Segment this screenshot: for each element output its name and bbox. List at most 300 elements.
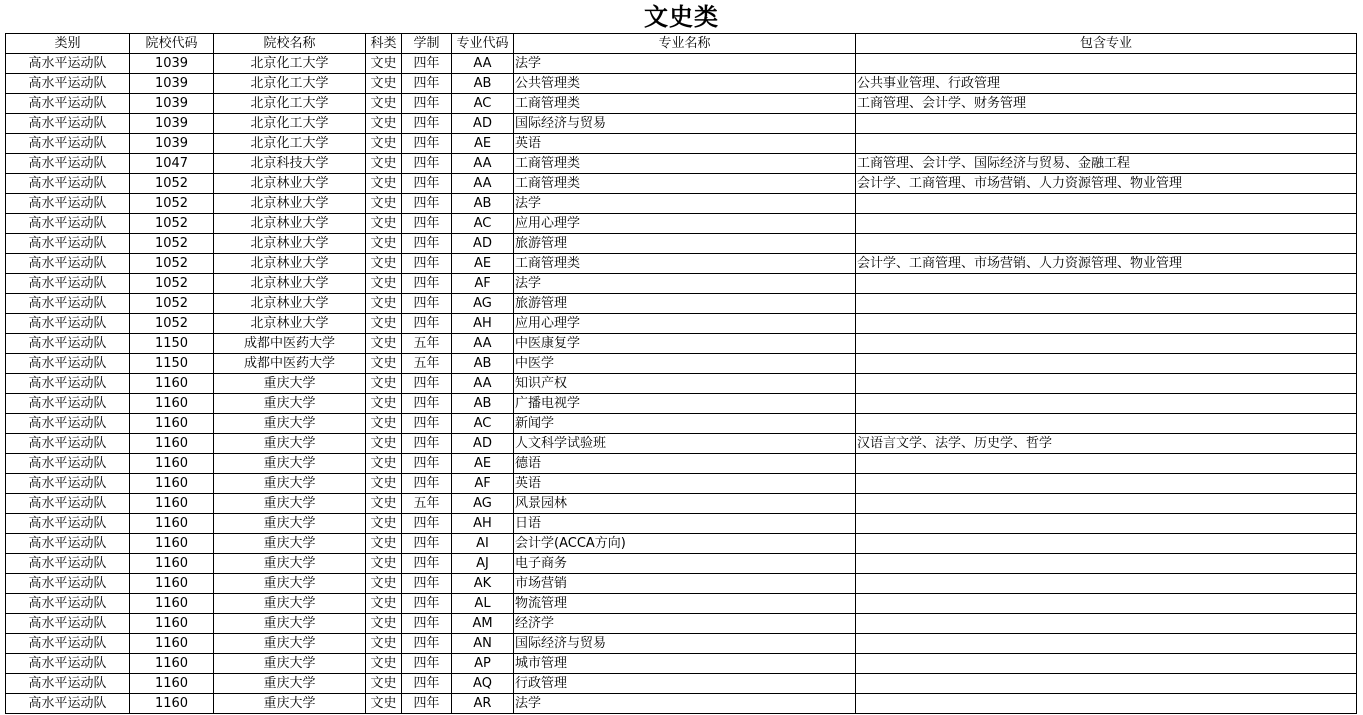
cell-included-majors <box>856 394 1357 414</box>
cell-duration: 四年 <box>402 634 452 654</box>
cell-category: 高水平运动队 <box>6 174 130 194</box>
cell-subject-type: 文史 <box>366 174 402 194</box>
column-header-major-code: 专业代码 <box>452 34 514 54</box>
cell-category: 高水平运动队 <box>6 334 130 354</box>
cell-subject-type: 文史 <box>366 494 402 514</box>
cell-major-name: 工商管理类 <box>514 94 856 114</box>
column-header-category: 类别 <box>6 34 130 54</box>
cell-school-code: 1160 <box>130 374 214 394</box>
cell-school-name: 北京化工大学 <box>214 74 366 94</box>
cell-category: 高水平运动队 <box>6 74 130 94</box>
cell-major-name: 中医康复学 <box>514 334 856 354</box>
column-header-major-name: 专业名称 <box>514 34 856 54</box>
cell-major-name: 旅游管理 <box>514 294 856 314</box>
cell-duration: 四年 <box>402 254 452 274</box>
cell-duration: 四年 <box>402 574 452 594</box>
cell-school-code: 1160 <box>130 594 214 614</box>
cell-duration: 四年 <box>402 474 452 494</box>
column-header-subject-type: 科类 <box>366 34 402 54</box>
cell-duration: 四年 <box>402 234 452 254</box>
cell-category: 高水平运动队 <box>6 574 130 594</box>
cell-school-name: 重庆大学 <box>214 594 366 614</box>
cell-category: 高水平运动队 <box>6 154 130 174</box>
cell-subject-type: 文史 <box>366 514 402 534</box>
cell-subject-type: 文史 <box>366 274 402 294</box>
table-row <box>6 674 1357 694</box>
cell-school-code: 1160 <box>130 414 214 434</box>
cell-major-name: 会计学(ACCA方向) <box>514 534 856 554</box>
cell-major-name: 经济学 <box>514 614 856 634</box>
cell-major-name: 应用心理学 <box>514 314 856 334</box>
cell-major-code: AM <box>452 614 514 634</box>
cell-school-code: 1047 <box>130 154 214 174</box>
cell-subject-type: 文史 <box>366 434 402 454</box>
cell-included-majors <box>856 694 1357 714</box>
cell-major-code: AA <box>452 334 514 354</box>
cell-duration: 四年 <box>402 314 452 334</box>
cell-category: 高水平运动队 <box>6 674 130 694</box>
cell-subject-type: 文史 <box>366 154 402 174</box>
cell-major-code: AG <box>452 494 514 514</box>
cell-subject-type: 文史 <box>366 654 402 674</box>
cell-major-code: AA <box>452 54 514 74</box>
cell-school-name: 北京林业大学 <box>214 234 366 254</box>
cell-major-code: AE <box>452 254 514 274</box>
cell-category: 高水平运动队 <box>6 514 130 534</box>
cell-school-name: 重庆大学 <box>214 574 366 594</box>
cell-included-majors <box>856 374 1357 394</box>
cell-category: 高水平运动队 <box>6 374 130 394</box>
cell-included-majors <box>856 314 1357 334</box>
table-row <box>6 514 1357 534</box>
cell-duration: 四年 <box>402 294 452 314</box>
cell-duration: 四年 <box>402 94 452 114</box>
cell-subject-type: 文史 <box>366 574 402 594</box>
cell-major-code: AE <box>452 454 514 474</box>
cell-duration: 四年 <box>402 454 452 474</box>
table-row <box>6 54 1357 74</box>
cell-included-majors <box>856 574 1357 594</box>
cell-category: 高水平运动队 <box>6 394 130 414</box>
cell-major-name: 德语 <box>514 454 856 474</box>
cell-school-name: 北京林业大学 <box>214 194 366 214</box>
cell-school-code: 1160 <box>130 434 214 454</box>
cell-major-name: 新闻学 <box>514 414 856 434</box>
cell-duration: 四年 <box>402 214 452 234</box>
cell-subject-type: 文史 <box>366 94 402 114</box>
cell-category: 高水平运动队 <box>6 234 130 254</box>
cell-category: 高水平运动队 <box>6 54 130 74</box>
header-row <box>6 34 1357 54</box>
cell-major-code: AD <box>452 234 514 254</box>
cell-subject-type: 文史 <box>366 314 402 334</box>
table-row <box>6 134 1357 154</box>
cell-major-code: AH <box>452 314 514 334</box>
cell-school-name: 北京林业大学 <box>214 214 366 234</box>
cell-subject-type: 文史 <box>366 674 402 694</box>
cell-category: 高水平运动队 <box>6 214 130 234</box>
cell-school-code: 1160 <box>130 394 214 414</box>
cell-included-majors <box>856 554 1357 574</box>
cell-major-code: AB <box>452 74 514 94</box>
table-row <box>6 474 1357 494</box>
cell-category: 高水平运动队 <box>6 454 130 474</box>
cell-major-name: 旅游管理 <box>514 234 856 254</box>
cell-included-majors <box>856 214 1357 234</box>
cell-major-code: AG <box>452 294 514 314</box>
cell-school-name: 重庆大学 <box>214 634 366 654</box>
cell-school-code: 1039 <box>130 54 214 74</box>
table-row <box>6 154 1357 174</box>
cell-school-name: 北京林业大学 <box>214 254 366 274</box>
cell-school-name: 重庆大学 <box>214 534 366 554</box>
cell-major-name: 法学 <box>514 194 856 214</box>
table-row <box>6 214 1357 234</box>
cell-subject-type: 文史 <box>366 534 402 554</box>
cell-school-code: 1052 <box>130 294 214 314</box>
cell-school-code: 1039 <box>130 114 214 134</box>
cell-school-code: 1052 <box>130 194 214 214</box>
cell-subject-type: 文史 <box>366 394 402 414</box>
cell-major-name: 人文科学试验班 <box>514 434 856 454</box>
cell-included-majors <box>856 654 1357 674</box>
table-row <box>6 454 1357 474</box>
cell-school-name: 北京化工大学 <box>214 94 366 114</box>
table-row <box>6 194 1357 214</box>
cell-major-name: 市场营销 <box>514 574 856 594</box>
cell-duration: 五年 <box>402 354 452 374</box>
cell-category: 高水平运动队 <box>6 634 130 654</box>
cell-included-majors: 工商管理、会计学、国际经济与贸易、金融工程 <box>856 154 1357 174</box>
cell-subject-type: 文史 <box>366 554 402 574</box>
cell-category: 高水平运动队 <box>6 614 130 634</box>
table-row <box>6 634 1357 654</box>
cell-school-code: 1160 <box>130 634 214 654</box>
cell-category: 高水平运动队 <box>6 434 130 454</box>
table-row <box>6 294 1357 314</box>
cell-school-code: 1150 <box>130 334 214 354</box>
cell-duration: 四年 <box>402 114 452 134</box>
cell-school-name: 重庆大学 <box>214 454 366 474</box>
cell-category: 高水平运动队 <box>6 194 130 214</box>
cell-major-code: AB <box>452 194 514 214</box>
cell-major-name: 城市管理 <box>514 654 856 674</box>
table-row <box>6 614 1357 634</box>
cell-major-code: AI <box>452 534 514 554</box>
cell-school-code: 1160 <box>130 614 214 634</box>
cell-major-name: 国际经济与贸易 <box>514 114 856 134</box>
cell-school-name: 重庆大学 <box>214 674 366 694</box>
cell-subject-type: 文史 <box>366 214 402 234</box>
table-row <box>6 114 1357 134</box>
cell-duration: 四年 <box>402 134 452 154</box>
table-row <box>6 574 1357 594</box>
cell-major-code: AA <box>452 154 514 174</box>
cell-category: 高水平运动队 <box>6 414 130 434</box>
cell-included-majors: 会计学、工商管理、市场营销、人力资源管理、物业管理 <box>856 254 1357 274</box>
cell-school-name: 重庆大学 <box>214 654 366 674</box>
cell-subject-type: 文史 <box>366 594 402 614</box>
cell-major-name: 广播电视学 <box>514 394 856 414</box>
cell-included-majors <box>856 674 1357 694</box>
cell-duration: 四年 <box>402 74 452 94</box>
cell-category: 高水平运动队 <box>6 594 130 614</box>
cell-included-majors: 工商管理、会计学、财务管理 <box>856 94 1357 114</box>
cell-school-name: 成都中医药大学 <box>214 334 366 354</box>
cell-school-code: 1160 <box>130 694 214 714</box>
cell-major-name: 法学 <box>514 54 856 74</box>
table-row <box>6 534 1357 554</box>
cell-duration: 四年 <box>402 394 452 414</box>
cell-included-majors <box>856 294 1357 314</box>
cell-school-name: 重庆大学 <box>214 554 366 574</box>
table-row <box>6 394 1357 414</box>
cell-subject-type: 文史 <box>366 414 402 434</box>
cell-school-code: 1052 <box>130 274 214 294</box>
cell-school-code: 1052 <box>130 174 214 194</box>
cell-school-name: 北京林业大学 <box>214 294 366 314</box>
cell-included-majors <box>856 274 1357 294</box>
cell-major-code: AJ <box>452 554 514 574</box>
cell-category: 高水平运动队 <box>6 134 130 154</box>
table-row <box>6 354 1357 374</box>
cell-major-code: AD <box>452 114 514 134</box>
cell-duration: 四年 <box>402 54 452 74</box>
cell-school-name: 重庆大学 <box>214 434 366 454</box>
cell-included-majors <box>856 514 1357 534</box>
cell-duration: 四年 <box>402 374 452 394</box>
cell-major-code: AL <box>452 594 514 614</box>
cell-major-code: AC <box>452 414 514 434</box>
cell-category: 高水平运动队 <box>6 114 130 134</box>
cell-school-name: 北京化工大学 <box>214 114 366 134</box>
cell-duration: 四年 <box>402 434 452 454</box>
cell-included-majors: 公共事业管理、行政管理 <box>856 74 1357 94</box>
cell-school-name: 北京科技大学 <box>214 154 366 174</box>
cell-category: 高水平运动队 <box>6 354 130 374</box>
cell-major-code: AE <box>452 134 514 154</box>
cell-school-name: 重庆大学 <box>214 374 366 394</box>
cell-duration: 四年 <box>402 614 452 634</box>
cell-included-majors <box>856 134 1357 154</box>
table-row <box>6 654 1357 674</box>
cell-subject-type: 文史 <box>366 354 402 374</box>
cell-duration: 四年 <box>402 554 452 574</box>
cell-category: 高水平运动队 <box>6 654 130 674</box>
cell-category: 高水平运动队 <box>6 274 130 294</box>
table-row <box>6 554 1357 574</box>
cell-major-name: 工商管理类 <box>514 254 856 274</box>
cell-major-code: AC <box>452 94 514 114</box>
cell-subject-type: 文史 <box>366 294 402 314</box>
cell-subject-type: 文史 <box>366 374 402 394</box>
cell-major-name: 风景园林 <box>514 494 856 514</box>
cell-duration: 五年 <box>402 334 452 354</box>
cell-school-name: 重庆大学 <box>214 474 366 494</box>
cell-duration: 四年 <box>402 514 452 534</box>
cell-category: 高水平运动队 <box>6 554 130 574</box>
cell-school-name: 北京林业大学 <box>214 274 366 294</box>
cell-subject-type: 文史 <box>366 134 402 154</box>
cell-major-code: AB <box>452 354 514 374</box>
cell-major-name: 国际经济与贸易 <box>514 634 856 654</box>
cell-category: 高水平运动队 <box>6 294 130 314</box>
cell-category: 高水平运动队 <box>6 494 130 514</box>
cell-included-majors <box>856 494 1357 514</box>
cell-subject-type: 文史 <box>366 454 402 474</box>
cell-school-name: 重庆大学 <box>214 414 366 434</box>
cell-included-majors <box>856 414 1357 434</box>
column-header-school-name: 院校名称 <box>214 34 366 54</box>
cell-school-code: 1160 <box>130 494 214 514</box>
cell-major-code: AB <box>452 394 514 414</box>
column-header-duration: 学制 <box>402 34 452 54</box>
table-body <box>6 54 1357 714</box>
cell-subject-type: 文史 <box>366 114 402 134</box>
table-row <box>6 94 1357 114</box>
cell-school-code: 1039 <box>130 134 214 154</box>
cell-category: 高水平运动队 <box>6 314 130 334</box>
cell-major-code: AF <box>452 274 514 294</box>
cell-subject-type: 文史 <box>366 614 402 634</box>
cell-major-name: 法学 <box>514 274 856 294</box>
cell-school-name: 北京林业大学 <box>214 314 366 334</box>
cell-subject-type: 文史 <box>366 474 402 494</box>
cell-school-name: 重庆大学 <box>214 494 366 514</box>
cell-subject-type: 文史 <box>366 254 402 274</box>
cell-included-majors <box>856 614 1357 634</box>
cell-school-code: 1160 <box>130 654 214 674</box>
cell-school-name: 重庆大学 <box>214 614 366 634</box>
cell-major-code: AP <box>452 654 514 674</box>
cell-duration: 四年 <box>402 694 452 714</box>
table-row <box>6 594 1357 614</box>
cell-category: 高水平运动队 <box>6 94 130 114</box>
cell-subject-type: 文史 <box>366 234 402 254</box>
cell-major-name: 知识产权 <box>514 374 856 394</box>
cell-major-code: AA <box>452 174 514 194</box>
cell-included-majors <box>856 634 1357 654</box>
cell-school-code: 1052 <box>130 254 214 274</box>
majors-table <box>5 33 1357 714</box>
table-row <box>6 334 1357 354</box>
column-header-school-code: 院校代码 <box>130 34 214 54</box>
table-row <box>6 174 1357 194</box>
cell-included-majors <box>856 454 1357 474</box>
cell-included-majors <box>856 334 1357 354</box>
cell-major-name: 工商管理类 <box>514 154 856 174</box>
cell-major-name: 日语 <box>514 514 856 534</box>
cell-school-code: 1160 <box>130 554 214 574</box>
cell-major-name: 物流管理 <box>514 594 856 614</box>
table-row <box>6 374 1357 394</box>
cell-subject-type: 文史 <box>366 194 402 214</box>
cell-major-code: AK <box>452 574 514 594</box>
cell-major-code: AR <box>452 694 514 714</box>
table-row <box>6 434 1357 454</box>
cell-school-code: 1160 <box>130 454 214 474</box>
cell-major-name: 行政管理 <box>514 674 856 694</box>
cell-major-name: 电子商务 <box>514 554 856 574</box>
cell-major-name: 法学 <box>514 694 856 714</box>
cell-major-name: 公共管理类 <box>514 74 856 94</box>
cell-school-code: 1160 <box>130 574 214 594</box>
cell-major-code: AQ <box>452 674 514 694</box>
table-row <box>6 74 1357 94</box>
cell-duration: 四年 <box>402 534 452 554</box>
cell-subject-type: 文史 <box>366 634 402 654</box>
cell-major-name: 中医学 <box>514 354 856 374</box>
table-row <box>6 414 1357 434</box>
cell-subject-type: 文史 <box>366 694 402 714</box>
cell-category: 高水平运动队 <box>6 534 130 554</box>
cell-school-code: 1039 <box>130 74 214 94</box>
cell-school-code: 1160 <box>130 474 214 494</box>
cell-major-code: AD <box>452 434 514 454</box>
cell-major-name: 英语 <box>514 134 856 154</box>
table-row <box>6 494 1357 514</box>
cell-school-code: 1052 <box>130 234 214 254</box>
cell-category: 高水平运动队 <box>6 474 130 494</box>
cell-included-majors <box>856 234 1357 254</box>
cell-school-code: 1160 <box>130 674 214 694</box>
cell-school-code: 1039 <box>130 94 214 114</box>
cell-duration: 五年 <box>402 494 452 514</box>
cell-school-code: 1052 <box>130 314 214 334</box>
cell-included-majors <box>856 194 1357 214</box>
table-row <box>6 274 1357 294</box>
cell-school-code: 1052 <box>130 214 214 234</box>
cell-major-code: AH <box>452 514 514 534</box>
cell-included-majors <box>856 354 1357 374</box>
cell-school-code: 1160 <box>130 534 214 554</box>
cell-school-name: 北京化工大学 <box>214 54 366 74</box>
cell-duration: 四年 <box>402 174 452 194</box>
cell-included-majors: 汉语言文学、法学、历史学、哲学 <box>856 434 1357 454</box>
cell-school-name: 北京化工大学 <box>214 134 366 154</box>
cell-included-majors <box>856 474 1357 494</box>
column-header-included-majors: 包含专业 <box>856 34 1357 54</box>
cell-school-name: 重庆大学 <box>214 694 366 714</box>
cell-duration: 四年 <box>402 274 452 294</box>
cell-school-code: 1160 <box>130 514 214 534</box>
cell-school-name: 北京林业大学 <box>214 174 366 194</box>
table-row <box>6 254 1357 274</box>
cell-subject-type: 文史 <box>366 54 402 74</box>
cell-duration: 四年 <box>402 154 452 174</box>
table-row <box>6 234 1357 254</box>
cell-major-code: AC <box>452 214 514 234</box>
cell-school-name: 重庆大学 <box>214 394 366 414</box>
cell-included-majors <box>856 534 1357 554</box>
cell-subject-type: 文史 <box>366 74 402 94</box>
page-title: 文史类 <box>644 3 719 31</box>
cell-category: 高水平运动队 <box>6 694 130 714</box>
cell-subject-type: 文史 <box>366 334 402 354</box>
cell-major-name: 工商管理类 <box>514 174 856 194</box>
cell-duration: 四年 <box>402 654 452 674</box>
cell-major-name: 英语 <box>514 474 856 494</box>
cell-included-majors <box>856 594 1357 614</box>
cell-major-name: 应用心理学 <box>514 214 856 234</box>
cell-school-code: 1150 <box>130 354 214 374</box>
cell-duration: 四年 <box>402 194 452 214</box>
cell-duration: 四年 <box>402 594 452 614</box>
cell-major-code: AF <box>452 474 514 494</box>
cell-duration: 四年 <box>402 414 452 434</box>
cell-school-name: 成都中医药大学 <box>214 354 366 374</box>
cell-included-majors: 会计学、工商管理、市场营销、人力资源管理、物业管理 <box>856 174 1357 194</box>
